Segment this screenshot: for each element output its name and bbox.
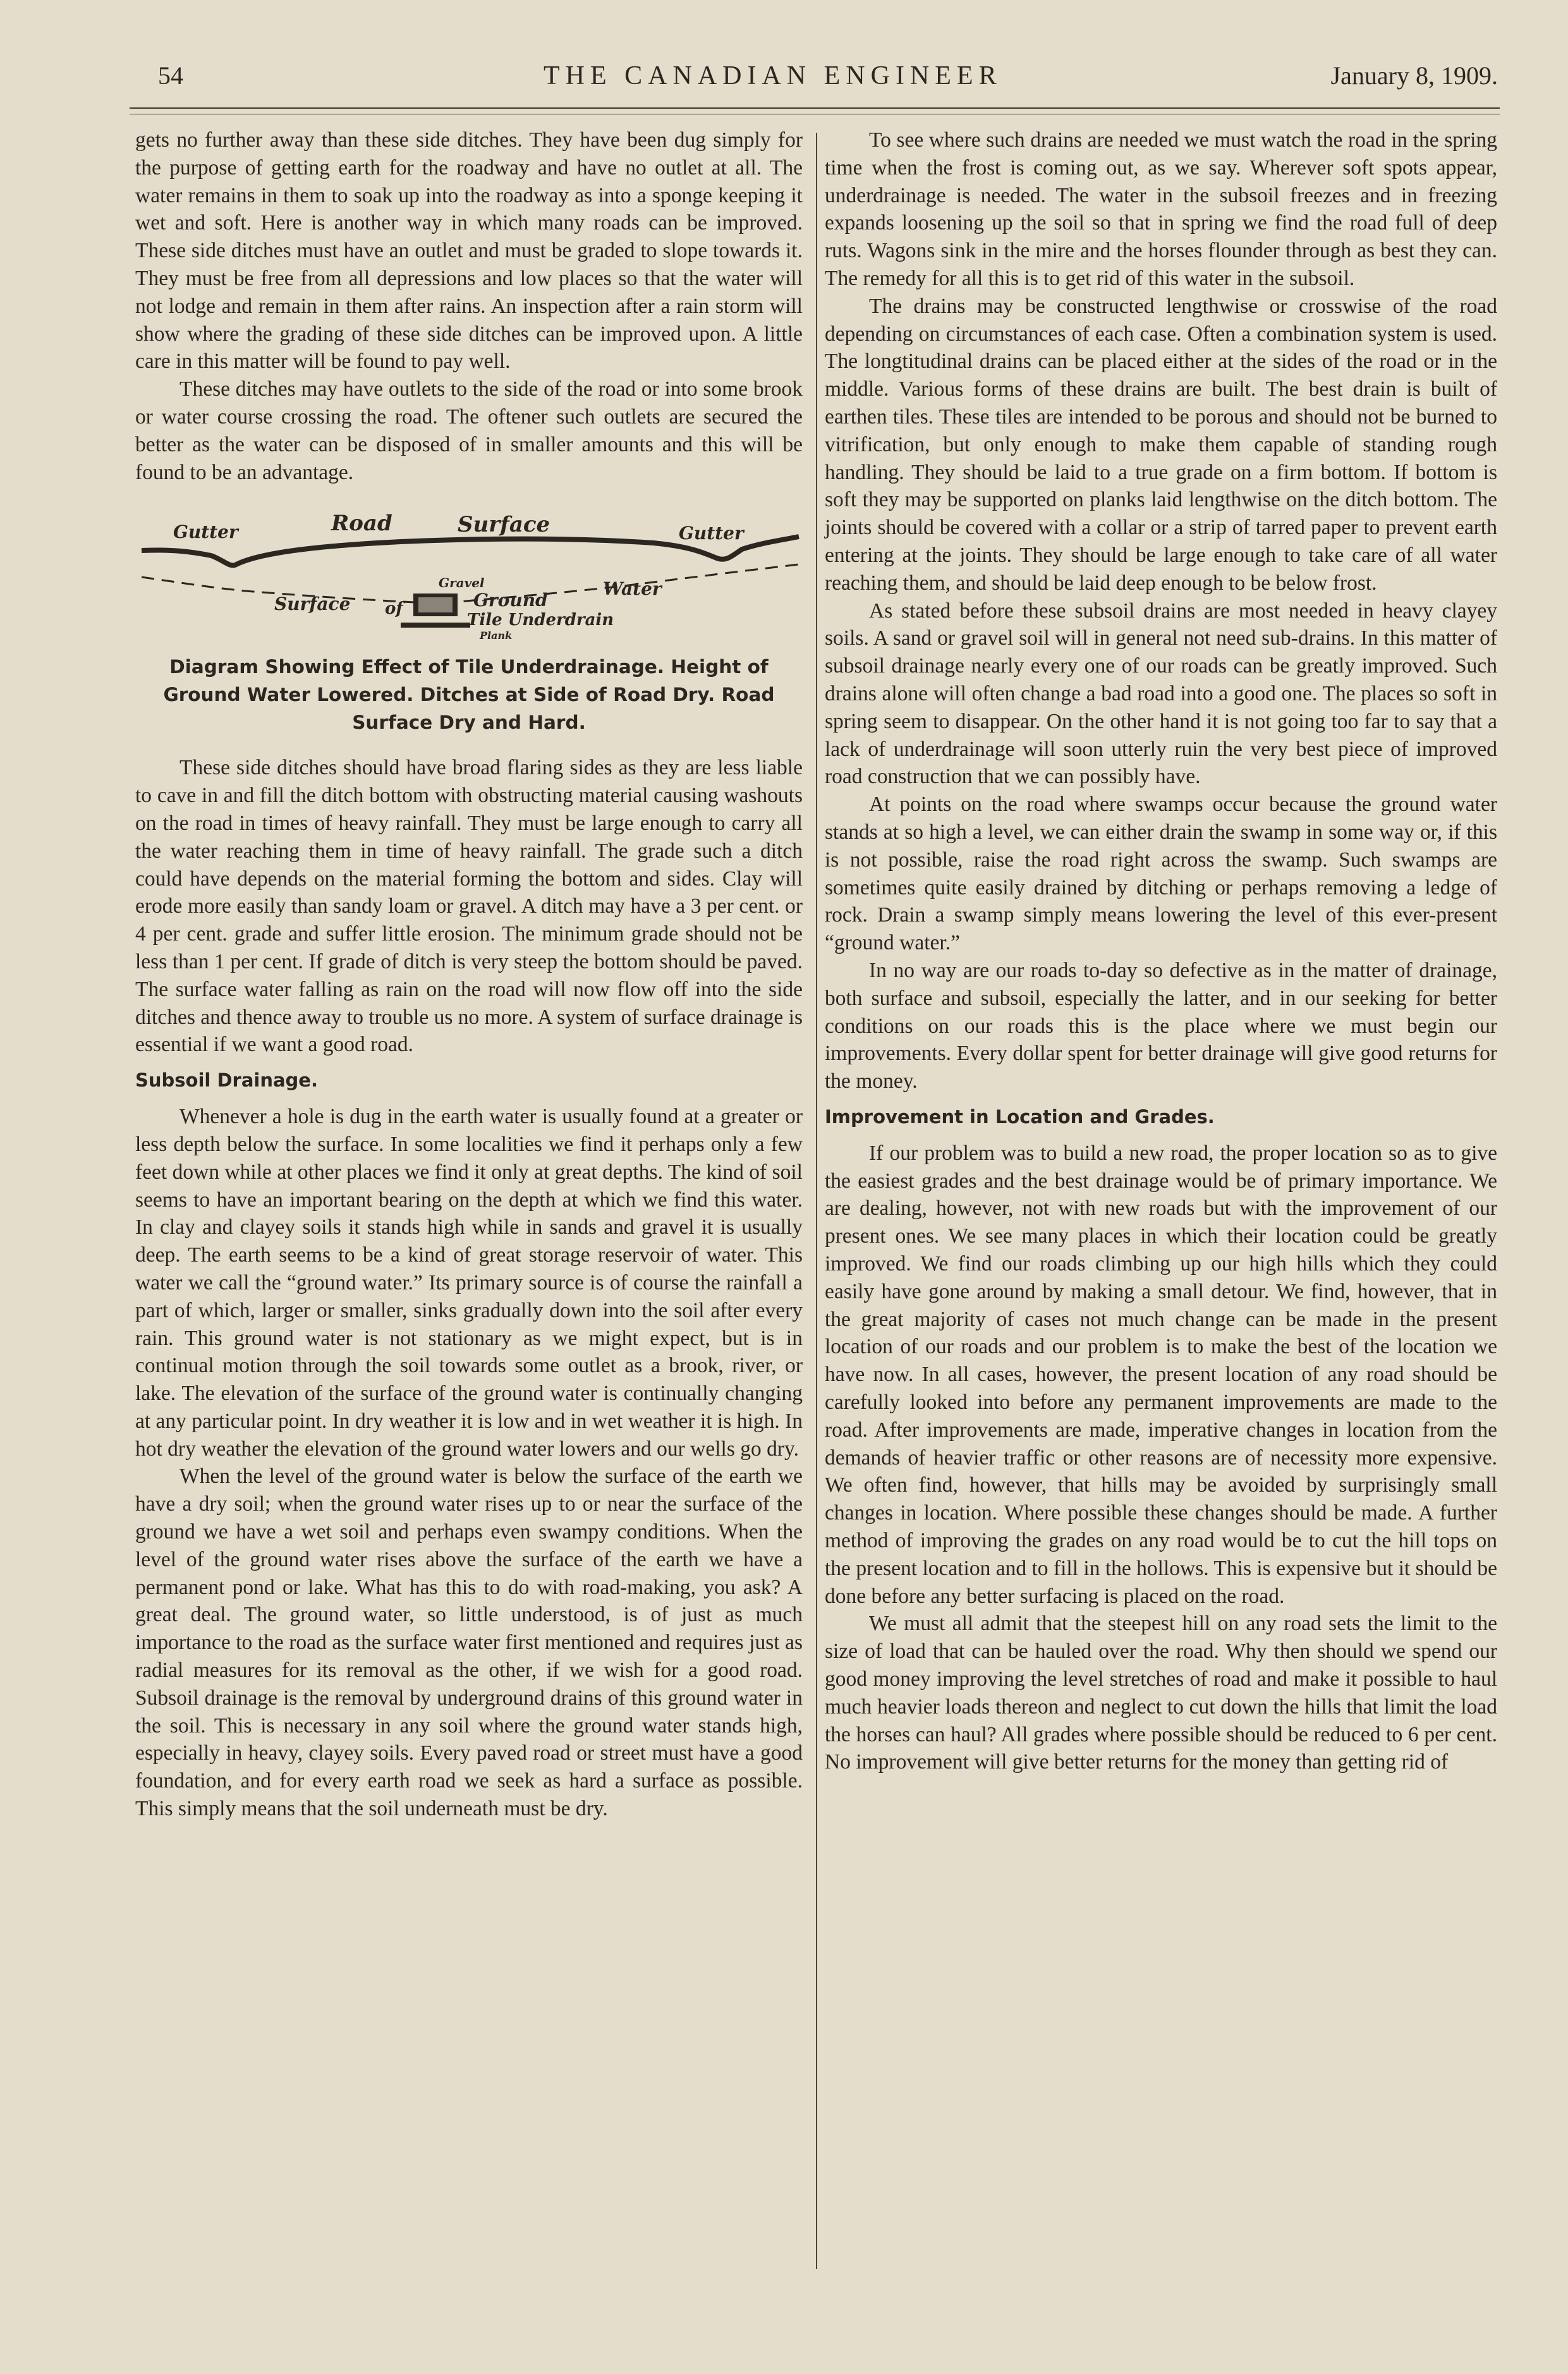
section-heading: Improvement in Location and Grades. — [825, 1105, 1215, 1128]
paragraph: gets no further away than these side ditches. They have been dug simply for the purpose of getting earth for the roadway and have no outlet at all. The water remains in them to soak up into the roadway as into a sponge keeping it wet and soft. Here is another way in which many roads can be improved. These side ditches must have an outlet and must be graded to slope towards it. They must be free from all depressions and low places so that the water will not lodge and remain in them after rains. An inspection after a rain storm will show where the grading of these side ditches can be improved upon. A little care in this matter will be found to pay well. — [135, 128, 803, 374]
header-rule — [130, 107, 1500, 109]
left-column — [135, 126, 803, 1823]
paragraph: In no way are our roads to-day so defective as in the matter of drainage, both surface and subsoil, especially the latter, and in our seeking for better conditions on our roads this is the place where we must begin our improvements. Every dollar spent for better drainage will give good returns for the money. — [825, 958, 1497, 1093]
page-header — [158, 61, 1498, 99]
column-divider — [816, 133, 817, 2269]
label-road: Road — [331, 511, 392, 537]
paragraph: These ditches may have outlets to the side of the road or into some brook or water course crossing the road. The oftener such outlets are secured the better as the water can be disposed of in smaller amounts and this will be found to be an advantage. — [135, 377, 803, 484]
diagram-drawing — [135, 499, 803, 649]
label-ground: Ground — [473, 590, 548, 611]
paragraph: These side ditches should have broad flaring sides as they are less liable to cave in and fill the ditch bottom with obstructing material causing washouts on the road in times of heavy rainfall. They must be large enough to carry all the water reaching them in time of heavy rainfall. The grade such a ditch could have depends on the material forming the bottom and sides. Clay will erode more easily than sandy loam or gravel. A ditch may have a 3 per cent. or 4 per cent. grade and suffer little erosion. The minimum grade should not be less than 1 per cent. If grade of ditch is very steep the bottom should be paved. The surface water falling as rain on the road will now flow off into the side ditches and thence away to trouble us no more. A system of surface drainage is essential if we want a good road. — [135, 756, 803, 1057]
label-plank: Plank — [480, 630, 513, 642]
figure-caption: Diagram Showing Effect of Tile Underdrainage. Height of Ground Water Lowered. Ditches at Side of Road Dry. Road Surface Dry and Hard. — [163, 656, 775, 734]
label-tile-underdrain: Tile Underdrain — [467, 611, 614, 630]
label-surface: Surface — [458, 512, 550, 538]
issue-date: January 8, 1909. — [1330, 61, 1498, 90]
right-column — [825, 126, 1497, 1776]
label-gutter-right: Gutter — [679, 523, 744, 544]
label-gutter-left: Gutter — [173, 521, 238, 543]
paragraph: The drains may be constructed lengthwise or crosswise of the road depending on circumstances of each case. Often a combination system is used. The longtitudinal drains can be placed either at the sides of the road or in the middle. Various forms of these drains are built. The best drain is built of earthen tiles. These tiles are intended to be porous and should not be burned to vitrification, but only enough to make them capable of standing rough handling. They should be laid to a true grade on a firm bottom. If bottom is soft they may be supported on planks laid lengthwise on the ditch bottom. The joints should be covered with a collar or a strip of tarred paper to prevent earth entering at the joints. They should be large enough to take care of all water reaching them, and should be laid deep enough to be below frost. — [825, 294, 1497, 595]
masthead: THE CANADIAN ENGINEER — [544, 61, 1002, 90]
paragraph: Whenever a hole is dug in the earth water is usually found at a greater or less depth below the surface. In some localities we find it perhaps only a few feet down while at other places we find it only at great depths. The kind of soil seems to have an important bearing on the depth at which we find this water. In clay and clayey soils it stands high while in sands and gravel it is usually deep. The earth seems to be a kind of great storage reservoir of water. This water we call the “ground water.” Its primary source is of course the rainfall a part of which, larger or smaller, sinks gradually down into the soil after every rain. This ground water is not stationary as we might expect, but is in continual motion through the soil towards some outlet as a brook, river, or lake. The elevation of the surface of the ground water is continually changing at any particular point. In dry weather it is low and in wet weather it is high. In hot dry weather the elevation of the ground water lowers and our wells go dry. — [135, 1105, 803, 1461]
paragraph: To see where such drains are needed we must watch the road in the spring time when the frost is coming out, as we say. Wherever soft spots appear, underdrainage is needed. The water in the subsoil freezes and in freezing expands loosening up the soil so that in spring we find the road full of deep ruts. Wagons sink in the mire and the horses flounder through as best they can. The remedy for all this is to get rid of this water in the subsoil. — [825, 128, 1497, 290]
label-water: Water — [603, 578, 662, 600]
page-number: 54 — [158, 61, 183, 90]
underdrainage-diagram — [135, 499, 803, 736]
paragraph: As stated before these subsoil drains are most needed in heavy clayey soils. A sand or gravel soil will in general not need sub-drains. In this matter of subsoil drainage nearly every one of our roads can be greatly improved. Such drains alone will often change a bad road into a good one. The places so soft in spring seem to disappear. On the other hand it is not going too far to say that a lack of underdrainage will soon utterly ruin the very best piece of improved road construction that we can possibly have. — [825, 599, 1497, 789]
label-of: of — [385, 599, 403, 619]
paragraph: At points on the road where swamps occur because the ground water stands at so high a level, we can either drain the swamp in some way or, if this is not possible, raise the road right across the swamp. Such swamps are sometimes quite easily drained by ditching or perhaps removing a ledge of rock. Drain a swamp simply means lowering the level of this ever-present “ground water.” — [825, 793, 1497, 955]
label-gravel: Gravel — [439, 575, 485, 591]
label-surface-lower: Surface — [274, 594, 351, 615]
paragraph: We must all admit that the steepest hill on any road sets the limit to the size of load that can be hauled over the road. Why then should we spend our good money improving the level stretches of road and make it possible to haul much heavier loads thereon and neglect to cut down the hills that limit the load the horses can haul? All grades where possible should be reduced to 6 per cent. No improvement will give better returns for the money than getting rid of — [825, 1612, 1497, 1774]
paragraph: When the level of the ground water is below the surface of the earth we have a dry soil; when the ground water rises up to or near the surface of the ground we have a wet soil and perhaps even swampy conditions. When the level of the ground water rises above the surface of the earth we have a permanent pond or lake. What has this to do with road-making, you ask? A great deal. The ground water, so little understood, is of just as much importance to the road as the surface water first mentioned and requires just as radial measures for its removal as the other, if we wish for a good road. Subsoil drainage is the removal by underground drains of this ground water in the soil. This is necessary in any soil where the ground water stands high, especially in heavy, clayey soils. Every paved road or street must have a good foundation, and for every earth road we seek as hard a surface as possible. This simply means that the soil underneath must be dry. — [135, 1464, 803, 1821]
section-heading: Subsoil Drainage. — [135, 1069, 318, 1092]
paragraph: If our problem was to build a new road, the proper location so as to give the easiest grades and the best drainage would be of primary importance. We are dealing, however, not with new roads but with the improvement of our present ones. We see many places in which their location could be greatly improved. We find our roads climbing up our high hills which they could easily have gone around by making a small detour. We find, however, that in the great majority of cases not much change can be made in the present location of our roads and our problem is to make the best of the location we have now. In all cases, however, the present location of any road should be carefully looked into before any permanent improvements are made to the road. After improvements are made, imperative changes in location from the demands of heavier traffic or other reasons are of necessity more expensive. We often find, however, that hills may be avoided by surprisingly small changes in location. Where possible these changes should be made. A further method of improving the grades on any road would be to cut the hill tops on the present location and to fill in the hollows. This is expensive but it should be done before any better surfacing is placed on the road. — [825, 1141, 1497, 1608]
